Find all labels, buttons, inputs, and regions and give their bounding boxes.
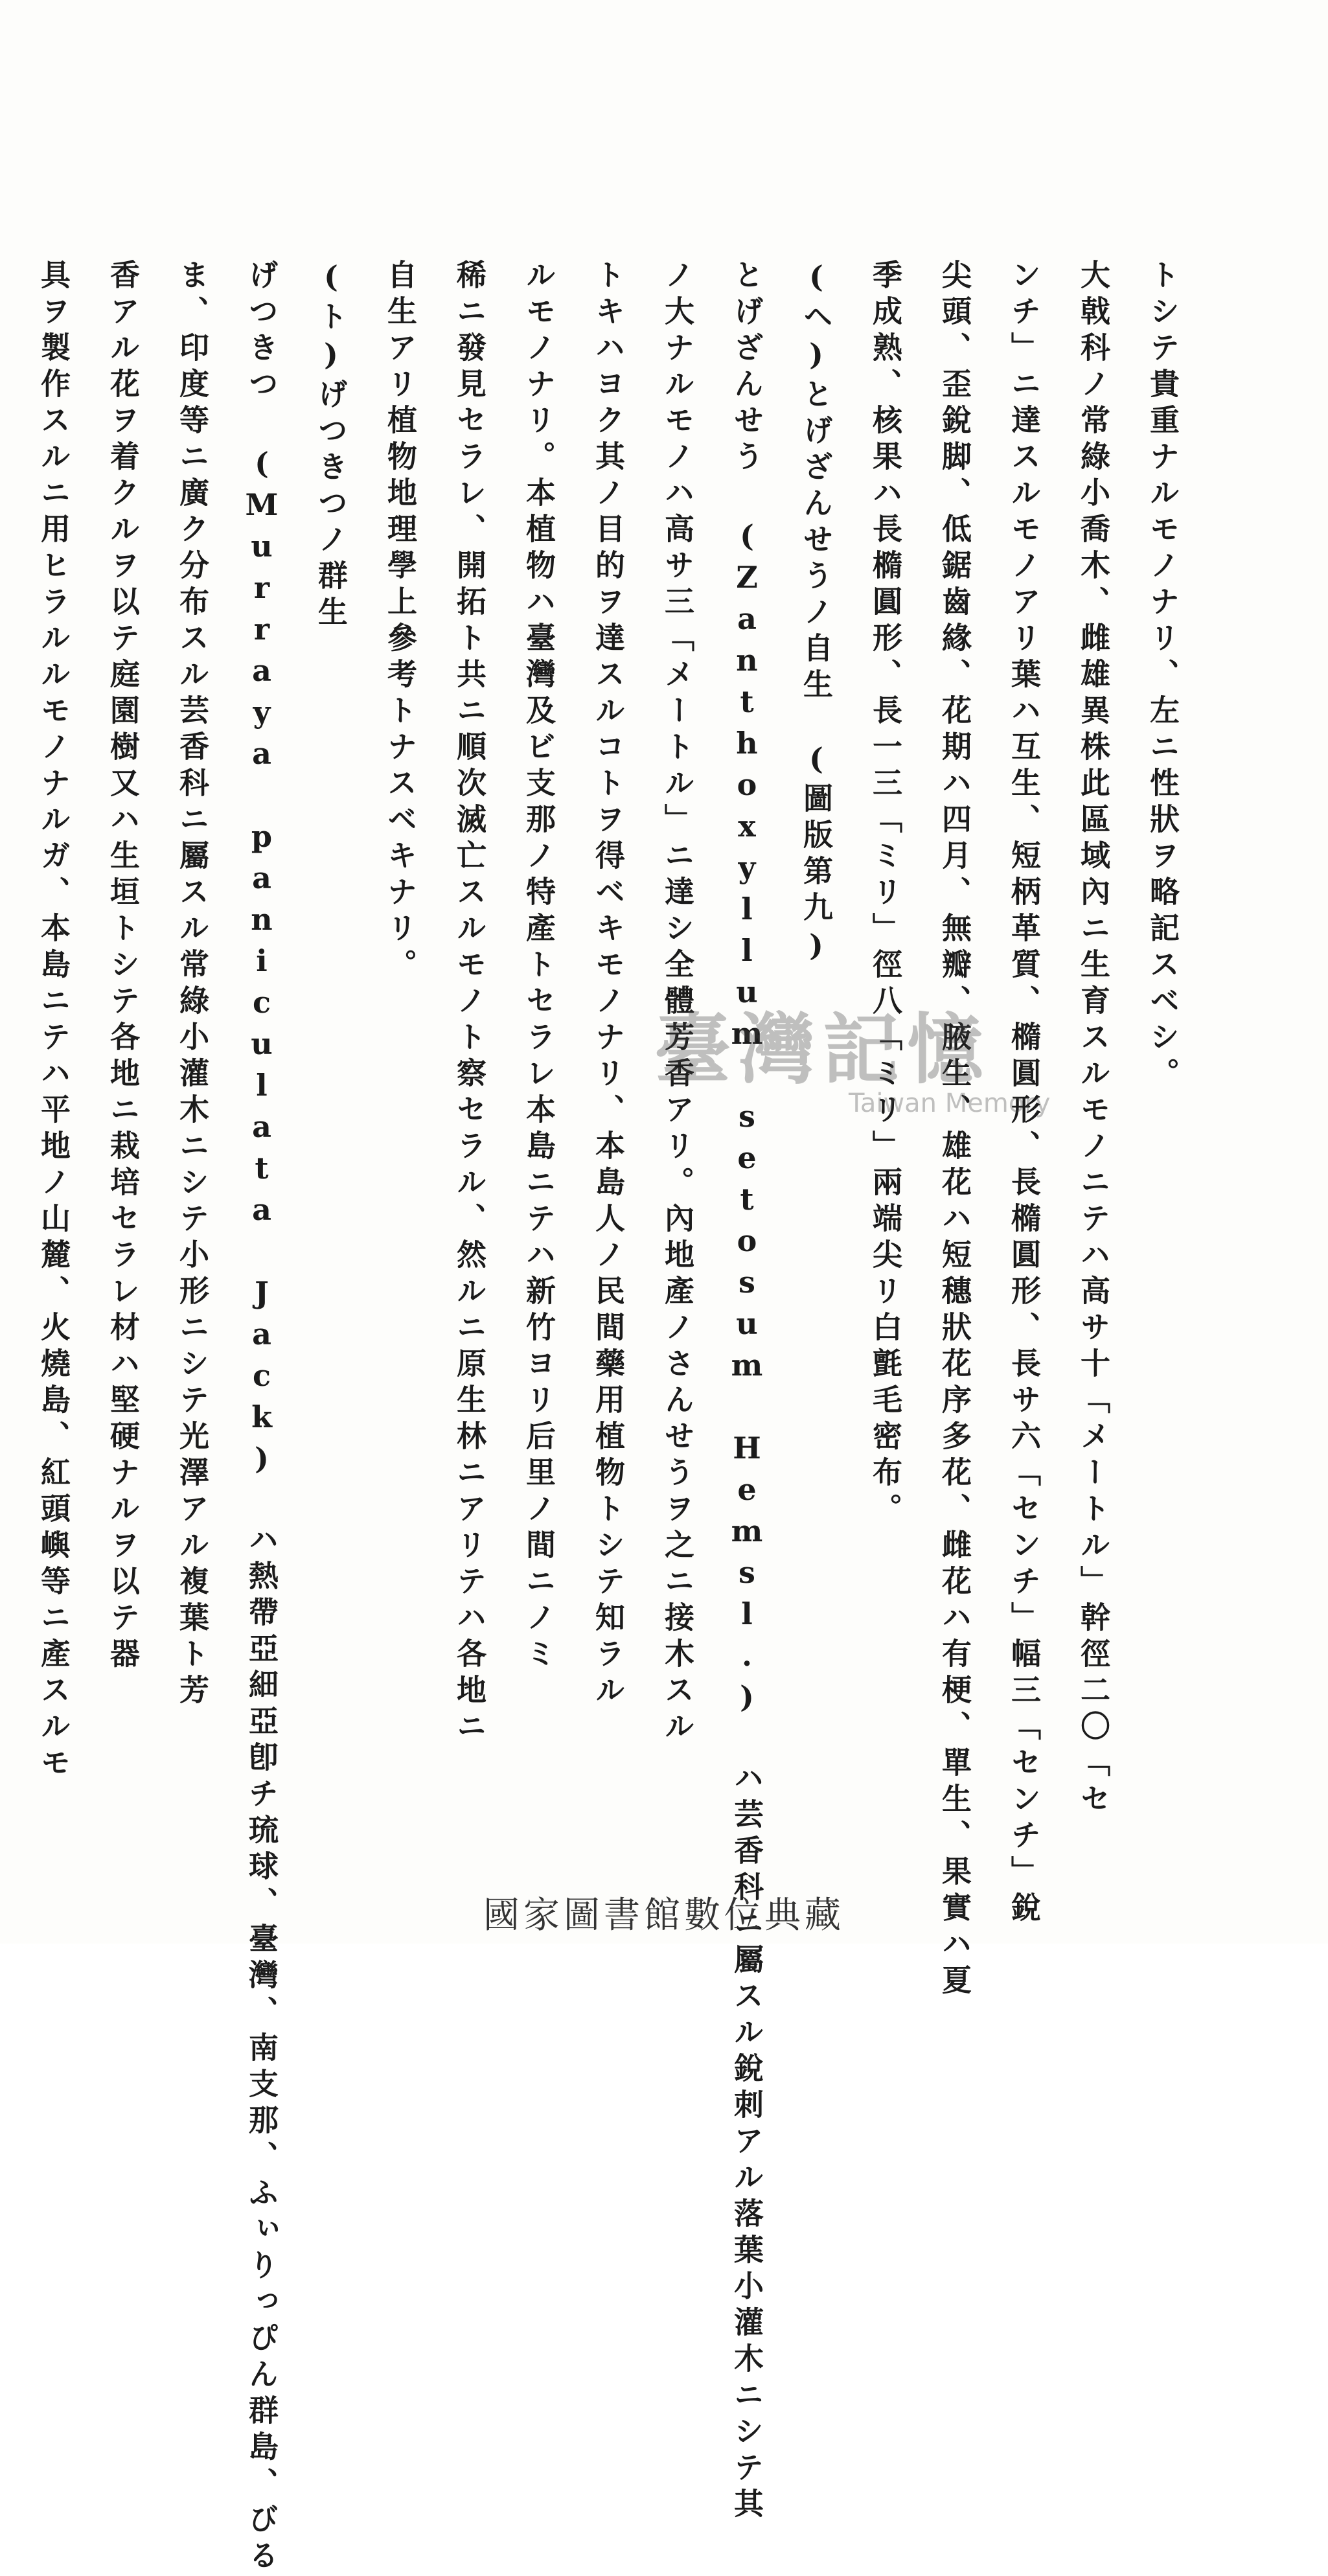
- text-line-16: 香アル花ヲ着クルヲ以テ庭園樹又ハ生垣トシテ各地ニ栽培セラレ材ハ堅硬ナルヲ以テ器: [106, 259, 141, 1674]
- text-line-8: ノ大ナルモノハ高サ三「メートル」ニ達シ全體芳香アリ。內地產ノさんせうヲ之ニ接木スル: [660, 259, 695, 1747]
- text-line-2: 大戟科ノ常綠小喬木、雌雄異株此區域內ニ生育スルモノニテハ高サ十「メートル」幹徑二〇「セ: [1076, 259, 1111, 1819]
- text-line-11: 稀ニ發見セラレ、開拓ト共ニ順次滅亡スルモノト察セラル、然ルニ原生林ニアリテハ各地ニ: [452, 259, 487, 1747]
- archive-footer: 國家圖書館數位典藏: [483, 1894, 845, 1937]
- text-line-17: 具ヲ製作スルニ用ヒラルルモノナルガ、本島ニテハ平地ノ山麓、火燒島、紅頭嶼等ニ產スルモ: [36, 259, 71, 1783]
- text-line-5: 季成熟、核果ハ長橢圓形、長一三「ミリ」徑八「ミリ」兩端尖リ白氈毛密布。: [868, 259, 903, 1529]
- text-line-3: ンチ」ニ達スルモノアリ葉ハ互生、短柄革質、橢圓形、長橢圓形、長サ六「センチ」幅三「センチ」銳: [1007, 259, 1042, 1928]
- text-line-15: ま、印度等ニ廣ク分布スル芸香科ニ屬スル常綠小灌木ニシテ小形ニシテ光澤アル複葉ト芳: [175, 259, 210, 1710]
- text-line-12: 自生アリ植物地理學上參考トナスベキナリ。: [383, 259, 418, 985]
- text-line-14: げつきつ (Murraya paniculata Jack) ハ熱帶亞細亞卽チ琉球、臺灣、南支那、ふぃりっぴん群島、びる: [244, 259, 279, 2576]
- section-heading-to: (ト)げつきつノ群生: [314, 259, 349, 632]
- text-line-9: トキハヨク其ノ目的ヲ達スルコトヲ得ベキモノナリ、本島人ノ民間藥用植物トシテ知ラル: [591, 259, 626, 1710]
- section-heading-he: (ヘ)とげざんせうノ自生 (圖版第九): [799, 259, 834, 969]
- text-line-7: とげざんせう (Zanthoxyllum setosum Hemsl.) ハ芸香科ニ屬スル銳刺アル落葉小灌木ニシテ其: [729, 259, 764, 2524]
- text-line-10: ルモノナリ。本植物ハ臺灣及ビ支那ノ特產トセラレ本島ニテハ新竹ヨリ后里ノ間ニノミ: [521, 259, 556, 1674]
- watermark-english: Taiwan Memory: [849, 1088, 1051, 1118]
- text-line-1: トシテ貴重ナルモノナリ、左ニ性狀ヲ略記スベシ。: [1145, 259, 1180, 1094]
- text-line-4: 尖頭、歪銳脚、低鋸齒緣、花期ハ四月、無瓣、腋生、雄花ハ短穗狀花序多花、雌花ハ有梗、單生、果實ハ夏: [937, 259, 972, 2001]
- watermark-chinese: 臺灣記憶: [654, 1004, 992, 1094]
